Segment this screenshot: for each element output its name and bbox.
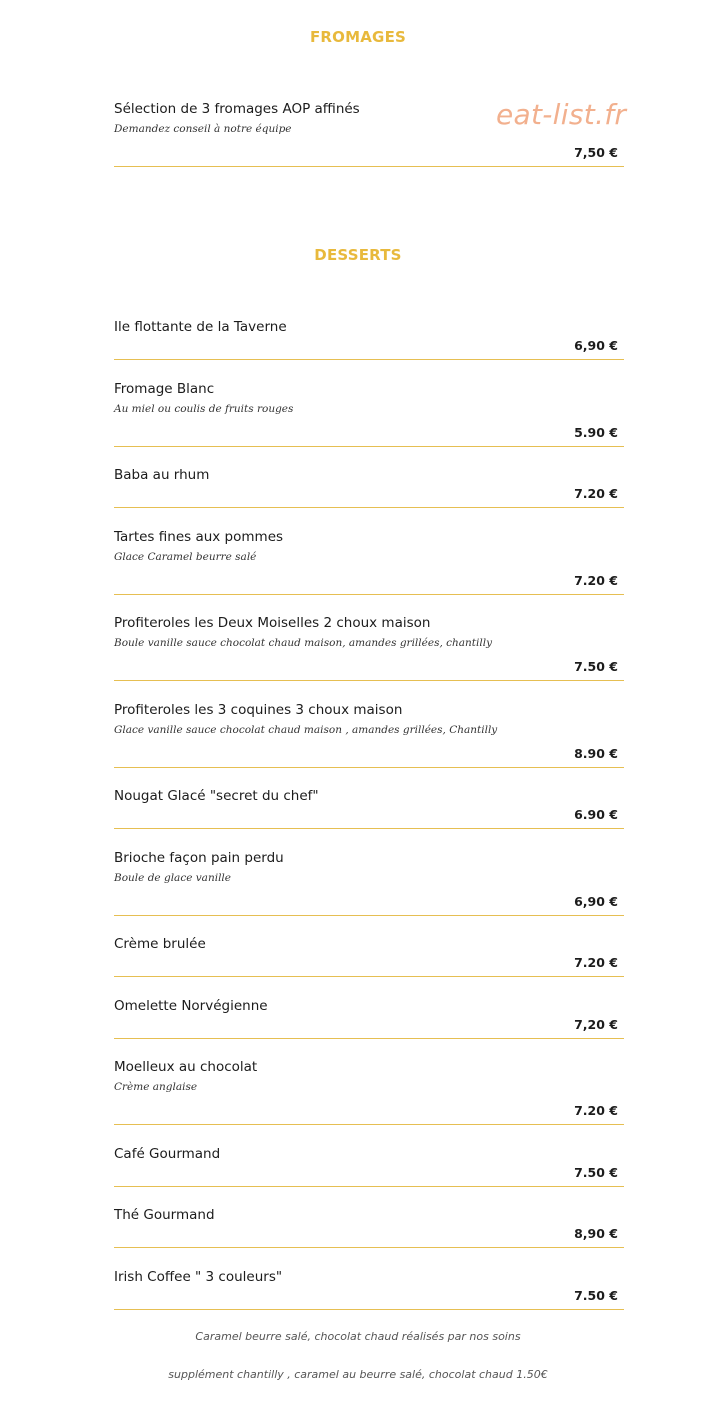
item-description: Au miel ou coulis de fruits rouges [114,403,294,415]
item-price: 6.90 € [574,807,618,822]
item-name: Brioche façon pain perdu [114,850,284,866]
item-price: 7.50 € [574,659,618,674]
item-price: 7.20 € [574,486,618,501]
menu-item [114,788,624,829]
item-name: Ile flottante de la Taverne [114,319,287,335]
menu-item [114,615,624,681]
item-price: 6,90 € [574,894,618,909]
menu-item [114,1269,624,1310]
menu-item [114,1059,624,1125]
item-description: Boule vanille sauce chocolat chaud maison, amandes grillées, chantilly [114,637,493,649]
menu-item [114,850,624,916]
item-price: 6,90 € [574,338,618,353]
menu-item [114,702,624,768]
menu-item [114,381,624,447]
item-name: Profiteroles les 3 coquines 3 choux maison [114,702,403,718]
section-title-desserts: DESSERTS [314,246,402,264]
item-description: Glace vanille sauce chocolat chaud maison , amandes grillées, Chantilly [114,724,498,736]
item-price: 5.90 € [574,425,618,440]
item-description: Glace Caramel beurre salé [114,551,257,563]
item-name: Fromage Blanc [114,381,215,397]
menu-item [114,467,624,508]
item-price: 7.20 € [574,1103,618,1118]
item-name: Sélection de 3 fromages AOP affinés [114,101,360,117]
item-name: Moelleux au chocolat [114,1059,258,1075]
item-name: Omelette Norvégienne [114,998,268,1014]
menu-item [114,936,624,977]
item-name: Tartes fines aux pommes [114,529,284,545]
menu-item [114,1146,624,1187]
item-price: 7.50 € [574,1165,618,1180]
item-description: Demandez conseil à notre équipe [114,123,292,135]
item-price: 8.90 € [574,746,618,761]
item-name: Irish Coffee " 3 couleurs" [114,1269,283,1285]
watermark: eat-list.fr [496,98,627,131]
footnote-homemade: Caramel beurre salé, chocolat chaud réalisés par nos soins [195,1330,521,1343]
menu-item [114,319,624,360]
item-description: Boule de glace vanille [114,872,231,884]
item-description: Crème anglaise [114,1081,198,1093]
footnote-supplement: supplément chantilly , caramel au beurre salé, chocolat chaud 1.50€ [168,1368,548,1381]
item-price: 7,20 € [574,1017,618,1032]
item-price: 8,90 € [574,1226,618,1241]
item-price: 7.20 € [574,955,618,970]
item-price: 7.20 € [574,573,618,588]
menu-item [114,1207,624,1248]
item-name: Profiteroles les Deux Moiselles 2 choux maison [114,615,431,631]
item-name: Baba au rhum [114,467,210,483]
section-title-fromages: FROMAGES [309,28,407,46]
menu-item [114,998,624,1039]
menu-item [114,529,624,595]
item-name: Crème brulée [114,936,206,952]
item-price: 7,50 € [574,145,618,160]
item-price: 7.50 € [574,1288,618,1303]
item-name: Thé Gourmand [114,1207,215,1223]
item-name: Café Gourmand [114,1146,221,1162]
item-name: Nougat Glacé "secret du chef" [114,788,319,804]
